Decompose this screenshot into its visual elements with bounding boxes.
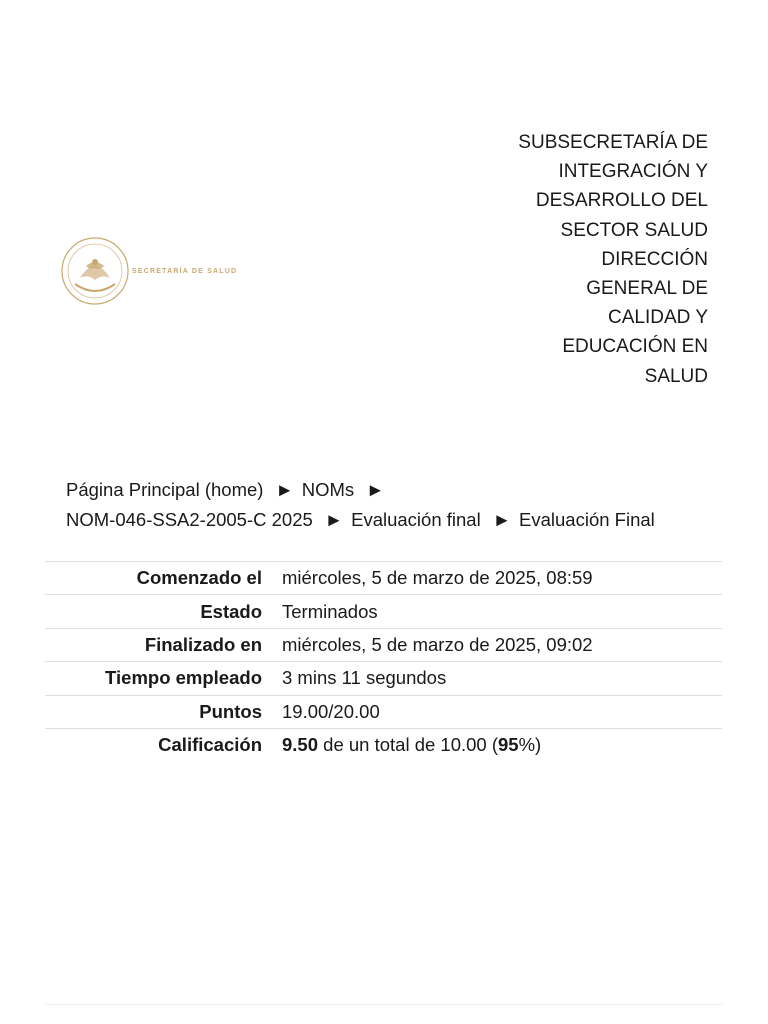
row-value-grade (272, 728, 722, 761)
breadcrumb-current: Evaluación Final (519, 508, 655, 530)
row-label-grade: Calificación (158, 734, 262, 756)
table-row (45, 728, 722, 761)
grade-text-mid: de un total de 10.00 ( (318, 734, 499, 756)
row-label-time-taken: Tiempo empleado (105, 667, 262, 689)
row-value-time-taken: 3 mins 11 segundos (282, 667, 447, 689)
row-value-finished: miércoles, 5 de marzo de 2025, 09:02 (282, 633, 593, 655)
breadcrumb-separator: ► (492, 508, 512, 530)
agency-title: SUBSECRETARÍA DE INTEGRACIÓN Y DESARROLLO DEL SECTOR SALUD DIRECCIÓN GENERAL DE CALIDAD Y EDUCACIÓN EN SALUD (518, 132, 708, 387)
row-value-started: miércoles, 5 de marzo de 2025, 08:59 (282, 567, 593, 589)
table-row (45, 695, 722, 728)
grade-percent: 95 (498, 734, 519, 756)
row-value-points: 19.00/20.00 (282, 700, 380, 722)
row-label-started: Comenzado el (136, 567, 262, 589)
table-row (45, 662, 722, 695)
table-row (45, 628, 722, 661)
breadcrumb-separator: ► (275, 479, 294, 500)
bottom-divider (45, 1004, 722, 1005)
secretaria-de-salud-logo (60, 236, 237, 306)
table-row (45, 562, 722, 595)
row-label-points: Puntos (199, 700, 262, 722)
attempt-summary-table (45, 561, 722, 761)
grade-text-end: %) (518, 734, 542, 756)
breadcrumb-home[interactable]: Página Principal (home) (66, 479, 264, 500)
grade-score: 9.50 (282, 734, 319, 756)
row-value-state: Terminados (282, 600, 378, 622)
breadcrumb-separator: ► (324, 508, 344, 530)
row-label-state: Estado (200, 600, 262, 622)
breadcrumb-section[interactable]: Evaluación final (351, 508, 481, 530)
logo-text: SECRETARÍA DE SALUD (132, 267, 238, 275)
breadcrumb-course[interactable]: NOM-046-SSA2-2005-C 2025 (66, 508, 313, 530)
row-label-finished: Finalizado en (144, 633, 262, 655)
breadcrumb (66, 475, 716, 534)
eagle-seal-icon (60, 236, 130, 306)
breadcrumb-noms[interactable]: NOMs (301, 479, 355, 500)
breadcrumb-separator: ► (366, 479, 385, 500)
table-row (45, 595, 722, 628)
